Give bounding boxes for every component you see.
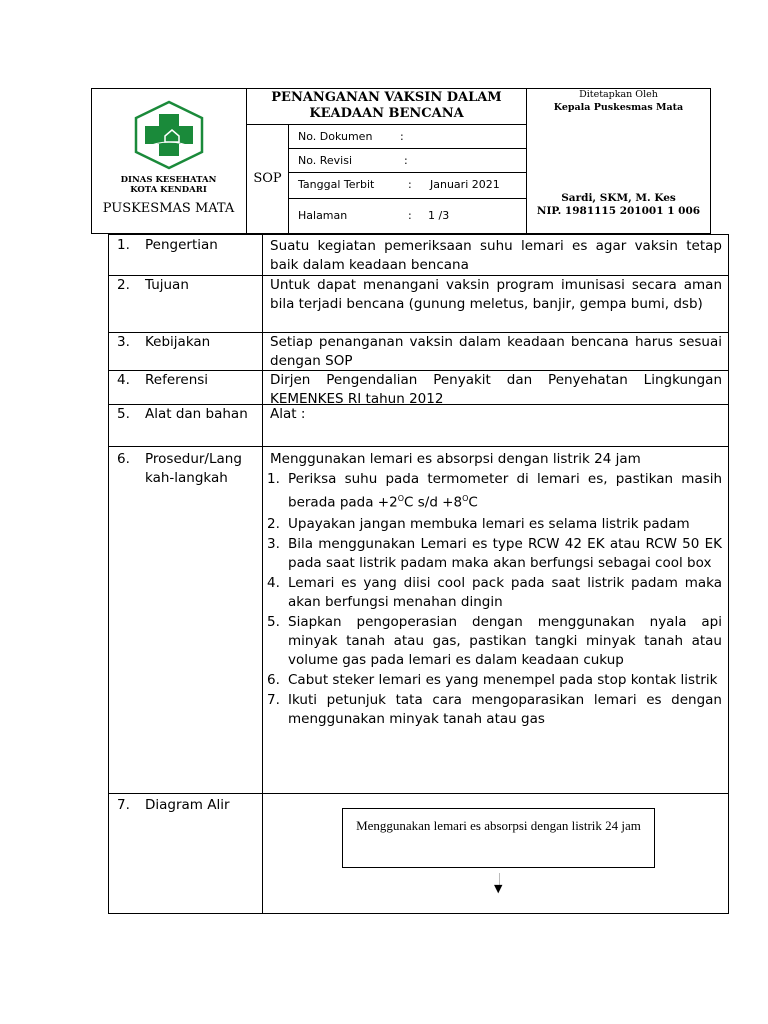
meta-value-halaman: 1 /3 (428, 209, 450, 222)
meta-value-tanggal: Januari 2021 (430, 178, 500, 191)
meta-sep-dokumen: : (400, 130, 404, 143)
tujuan-text: Untuk dapat menangani vaksin program imunisasi secara aman bila terjadi bencana (gunung meletus, banjir, gempa bumi, dsb) (270, 277, 722, 312)
puskesmas-logo (132, 100, 206, 170)
step-number: 4. (267, 574, 280, 591)
step-7: 7. Ikuti petunjuk tata cara mengoparasikan lemari es dengan menggunakan minyak tanah atau gas (267, 691, 722, 727)
meta-label-revisi: No. Revisi (298, 154, 353, 167)
pengertian-text: Suatu kegiatan pemeriksaan suhu lemari es agar vaksin tetap baik dalam keadaan bencana (270, 238, 722, 273)
kebijakan-text: Setiap penanganan vaksin dalam keadaan bencana harus sesuai dengan SOP (270, 334, 722, 369)
row-label-prosedur-2: kah-langkah (145, 470, 228, 486)
row-label-referensi: Referensi (145, 372, 209, 388)
org-name-line2: KOTA KENDARI (130, 185, 207, 195)
row-num-4: 4. (117, 372, 130, 388)
step-number: 2. (267, 515, 280, 532)
row-label-pengertian: Pengertian (145, 237, 218, 253)
sop-label: SOP (253, 171, 282, 186)
step-2: 2. Upayakan jangan membuka lemari es selama listrik padam (267, 515, 690, 532)
row-num-3: 3. (117, 334, 130, 350)
meta-sep-tanggal: : (408, 178, 412, 191)
row-num-5: 5. (117, 406, 130, 422)
step-3: 3. Bila menggunakan Lemari es type RCW 42 EK atau RCW 50 EK pada saat listrik padam maka akan berfungsi sebagai cool box (267, 535, 722, 571)
flow-box-text: Menggunakan lemari es absorpsi dengan listrik 24 jam (356, 818, 641, 833)
flow-box (342, 808, 655, 868)
step-number: 7. (267, 691, 280, 708)
step-4: 4. Lemari es yang diisi cool pack pada saat listrik padam maka akan berfungsi menahan dingin (267, 574, 722, 610)
step-number: 6. (267, 671, 280, 688)
flow-arrow-icon: ▼ (494, 882, 503, 895)
step-number: 1. (267, 471, 280, 487)
document-title-line1: PENANGANAN VAKSIN DALAM (271, 90, 502, 105)
signer-nip: NIP. 1981115 201001 1 006 (536, 205, 701, 217)
puskesmas-name: PUSKESMAS MATA (102, 201, 235, 216)
step-number: 3. (267, 535, 280, 552)
row-num-6: 6. (117, 451, 130, 467)
row-label-alat: Alat dan bahan (145, 406, 248, 422)
step-number: 5. (267, 613, 280, 630)
signer-name: Sardi, SKM, M. Kes (561, 192, 676, 204)
meta-sep-revisi: : (404, 154, 408, 167)
step-5: 5. Siapkan pengoperasian dengan menggunakan nyala api minyak tanah atau gas, pastikan tangki minyak tanah atau volume gas pada lemari es dalam keadaan cukup (267, 613, 722, 668)
step-1: 1. Periksa suhu pada termometer di lemari es, pastikan masih berada pada $+2^OC$ $s/d +8^OC$ (267, 471, 722, 511)
procedure-steps (264, 470, 722, 729)
alat-text: Alat : (270, 406, 306, 422)
referensi-text: Dirjen Pengendalian Penyakit dan Penyehatan Lingkungan KEMENKES RI tahun 2012 (270, 372, 722, 407)
row-label-prosedur-1: Prosedur/Lang (145, 451, 242, 467)
approval-line2: Kepala Puskesmas Mata (553, 102, 684, 113)
org-name-line1: DINAS KESEHATAN (120, 175, 217, 185)
meta-label-tanggal: Tanggal Terbit (298, 178, 375, 191)
row-num-1: 1. (117, 237, 130, 253)
document-title-line2: KEADAAN BENCANA (309, 106, 464, 121)
meta-sep-halaman: : (408, 209, 412, 222)
row-label-kebijakan: Kebijakan (145, 334, 211, 350)
meta-label-dokumen: No. Dokumen (298, 130, 373, 143)
approval-line1: Ditetapkan Oleh (579, 89, 658, 100)
step-6: 6. Cabut steker lemari es yang menempel pada stop kontak listrik (267, 671, 718, 688)
row-num-2: 2. (117, 277, 130, 293)
prosedur-intro: Menggunakan lemari es absorpsi dengan listrik 24 jam (270, 451, 641, 467)
row-label-tujuan: Tujuan (145, 277, 189, 293)
row-num-7: 7. (117, 797, 130, 813)
row-label-diagram: Diagram Alir (145, 797, 230, 813)
meta-label-halaman: Halaman (298, 209, 348, 222)
